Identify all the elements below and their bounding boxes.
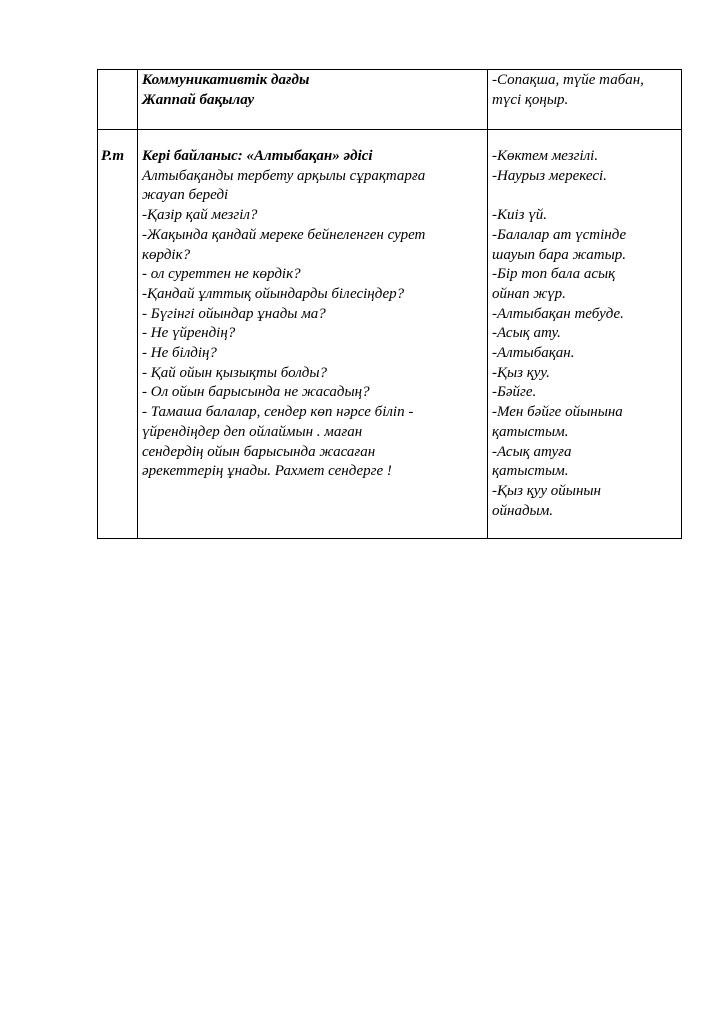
answer-line: қатыстым. <box>492 423 569 440</box>
answer-line: -Мен бәйге ойынына <box>492 404 623 421</box>
answer-line: -Қыз қуу. <box>492 364 550 381</box>
answer-line: -Алтыбақан тебуде. <box>492 305 624 322</box>
activity-line: үйрендіңдер деп ойлаймын . маған <box>142 423 363 440</box>
activity-line: - Бүгінгі ойындар ұнады ма? <box>142 305 326 322</box>
answer-cell <box>488 70 682 130</box>
activity-line: -Жақында қандай мереке бейнеленген сурет <box>142 226 426 243</box>
activity-line: - Қай ойын қызықты болды? <box>142 364 328 381</box>
blank-line <box>492 186 677 206</box>
answer-line: қатыстым. <box>492 463 569 480</box>
answer-line: ойнап жүр. <box>492 285 566 302</box>
answer-line: -Қыз қуу ойынын <box>492 482 601 499</box>
answer-line: -Асық атуға <box>492 443 572 460</box>
table-row <box>98 130 682 539</box>
activity-title: Кері байланыс: «Алтыбақан» әдісі <box>142 148 373 164</box>
answer-line: түсі қоңыр. <box>492 91 569 108</box>
answer-line: -Асық ату. <box>492 325 561 342</box>
method-line: Жаппай бақылау <box>142 91 255 108</box>
answer-line: -Киіз үй. <box>492 207 547 224</box>
activity-line: -Қандай ұлттық ойындарды білесіңдер? <box>142 285 405 302</box>
answer-line: -Бәйге. <box>492 384 537 401</box>
answer-line: шауып бара жатыр. <box>492 246 626 263</box>
activity-cell <box>138 130 488 539</box>
stage-label-cell <box>98 70 138 130</box>
answer-line: -Балалар ат үстінде <box>492 226 627 243</box>
answer-line: -Көктем мезгілі. <box>492 148 599 164</box>
method-cell <box>138 70 488 130</box>
lesson-table <box>97 69 682 539</box>
answer-line: ойнадым. <box>492 502 554 519</box>
activity-line: - ол суреттен не көрдік? <box>142 266 301 283</box>
answer-line: -Алтыбақан. <box>492 345 575 362</box>
activity-line: әрекеттерің ұнады. Рахмет сендерге ! <box>142 463 392 480</box>
activity-line: -Қазір қай мезгіл? <box>142 207 258 224</box>
activity-line: - Не білдің? <box>142 345 217 362</box>
answers-cell <box>488 130 682 539</box>
answer-line: -Сопақша, түйе табан, <box>492 72 644 88</box>
activity-line: - Не үйрендің? <box>142 325 236 342</box>
answer-line: -Бір топ бала асық <box>492 266 616 283</box>
stage-label-cell: Р.т <box>98 130 138 539</box>
activity-line: жауап береді <box>142 187 229 204</box>
table-row <box>98 70 682 130</box>
activity-line: - Ол ойын барысында не жасадың? <box>142 384 370 401</box>
activity-line: көрдік? <box>142 246 191 263</box>
method-line: Коммуникативтік дағды <box>142 72 310 88</box>
activity-line: - Тамаша балалар, сендер көп нәрсе біліп - <box>142 404 414 421</box>
activity-line: Алтыбақанды тербету арқылы сұрақтарға <box>142 167 426 184</box>
answer-line: -Наурыз мерекесі. <box>492 167 607 184</box>
activity-line: сендердің ойын барысында жасаған <box>142 443 376 460</box>
